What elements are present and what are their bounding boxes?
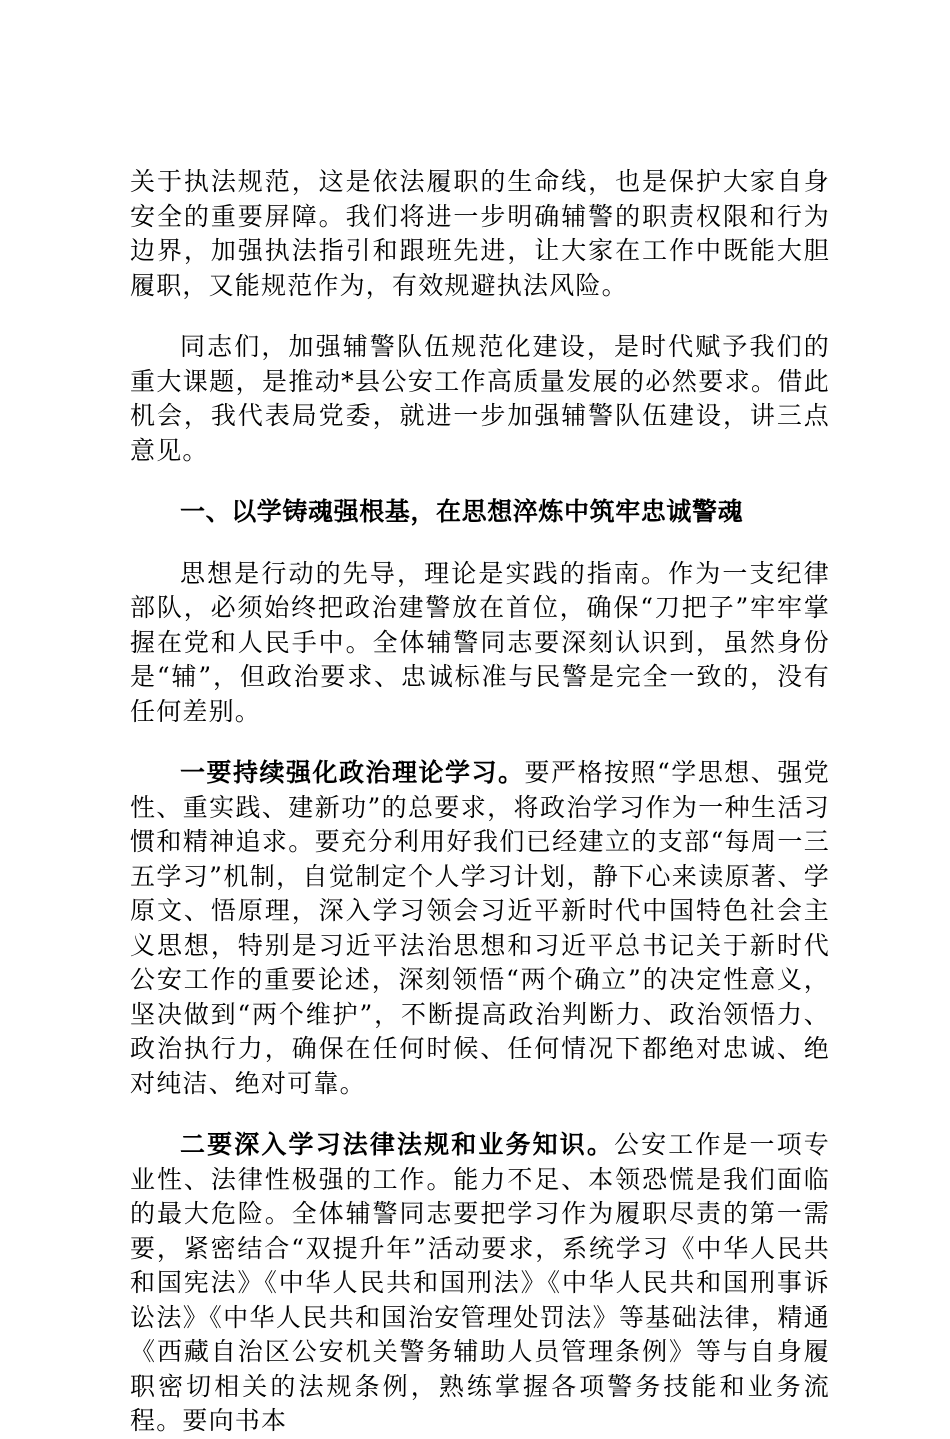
paragraph-execution-norms: 关于执法规范，这是依法履职的生命线，也是保护大家自身安全的重要屏障。我们将进一步明确辅警的职责权限和行为边界，加强执法指引和跟班先进，让大家在工作中既能大胆履职，又能规范作为，有效规避执法风险。 [130, 167, 830, 300]
paragraph-body-law-study: 公安工作是一项专业性、法律性极强的工作。能力不足、本领恐慌是我们面临的最大危险。全体辅警同志要把学习作为履职尽责的第一需要，紧密结合“双提升年”活动要求，系统学习《中华人民共和国宪法》《中华人民共和国刑法》《中华人民共和国刑事诉讼法》《中华人民共和国治安管理处罚法》等基础法律，精通《西藏自治区公安机关警务辅助人员管理条例》等与自身履职密切相关的法规条例，熟练掌握各项警务技能和业务流程。要向书本 [130, 1130, 831, 1435]
paragraph-lead-political-study: 一要持续强化政治理论学习。 [180, 758, 525, 787]
paragraph-body-political-study: 要严格按照“学思想、强党性、重实践、建新功”的总要求，将政治学习作为一种生活习惯和精神追求。要充分利用好我们已经建立的支部“每周一三五学习”机制，自觉制定个人学习计划，静下心来读原著、学原文、悟原理，深入学习领会习近平新时代中国特色社会主义思想，特别是习近平法治思想和习近平总书记关于新时代公安工作的重要论述，深刻领悟“两个确立”的决定性意义，坚决做到“两个维护”，不断提高政治判断力、政治领悟力、政治执行力，确保在任何时候、任何情况下都绝对忠诚、绝对纯洁、绝对可靠。 [130, 758, 830, 1098]
paragraph-thought-guidance: 思想是行动的先导，理论是实践的指南。作为一支纪律部队，必须始终把政治建警放在首位，确保“刀把子”牢牢掌握在党和人民手中。全体辅警同志要深刻认识到，虽然身份是“辅”，但政治要求、忠诚标准与民警是完全一致的，没有任何差别。 [130, 558, 830, 726]
paragraph-political-study [130, 756, 830, 1101]
paragraph-law-study [130, 1128, 830, 1439]
paragraph-lead-law-study: 二要深入学习法律法规和业务知识。 [180, 1130, 614, 1159]
paragraph-comrades-intro: 同志们，加强辅警队伍规范化建设，是时代赋予我们的重大课题，是推动*县公安工作高质量发展的必然要求。借此机会，我代表局党委，就进一步加强辅警队伍建设，讲三点意见。 [130, 332, 830, 465]
document-body [130, 165, 830, 1439]
section-heading-1: 一、以学铸魂强根基，在思想淬炼中筑牢忠诚警魂 [180, 497, 744, 526]
